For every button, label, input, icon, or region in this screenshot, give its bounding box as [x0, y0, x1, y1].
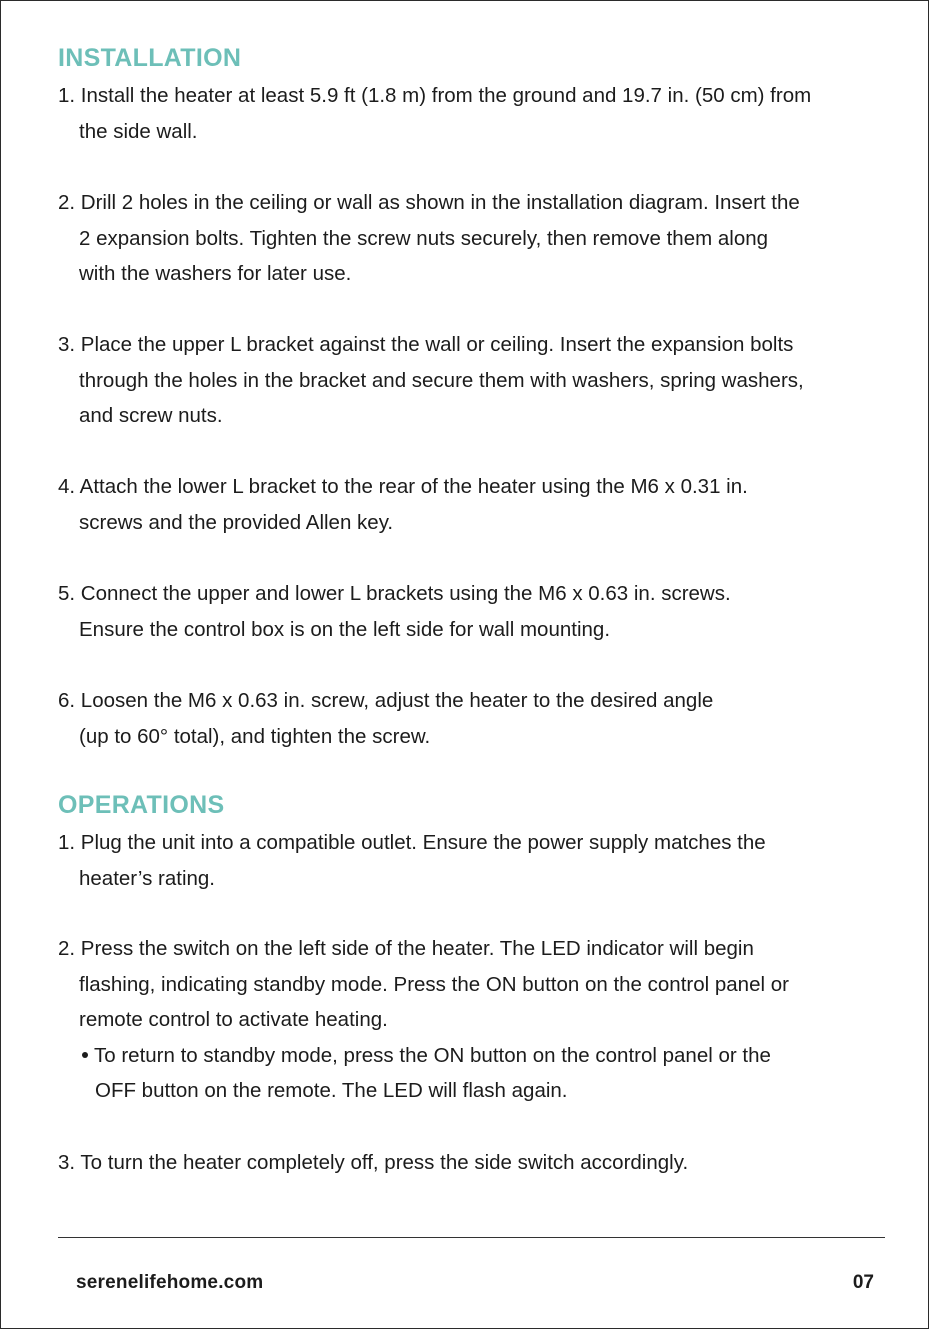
footer-divider [58, 1237, 885, 1238]
installation-step-1 [58, 78, 888, 149]
step-text: 1. Install the heater at least 5.9 ft (1.8 m) from the ground and 19.7 in. (50 cm) from [58, 84, 812, 107]
installation-step-6 [58, 683, 888, 754]
step-text: screws and the provided Allen key. [79, 510, 394, 534]
step-text: 1. Plug the unit into a compatible outlet. Ensure the power supply matches the [58, 831, 766, 854]
step-text: Ensure the control box is on the left side for wall mounting. [79, 617, 611, 641]
step-text: 5. Connect the upper and lower L brackets using the M6 x 0.63 in. screws. [58, 582, 731, 605]
step-text: 3. To turn the heater completely off, press the side switch accordingly. [58, 1151, 689, 1174]
step-text: 2. Drill 2 holes in the ceiling or wall as shown in the installation diagram. Insert the [58, 191, 800, 214]
step-text: 2 expansion bolts. Tighten the screw nuts securely, then remove them along [79, 226, 769, 250]
step-text: and screw nuts. [79, 404, 223, 427]
footer-website: serenelifehome.com [76, 1272, 264, 1293]
operations-step-2 [58, 931, 888, 1109]
step-text: the side wall. [79, 119, 198, 143]
operations-heading: OPERATIONS [58, 791, 225, 819]
step-text: flashing, indicating standby mode. Press the ON button on the control panel or [79, 972, 789, 996]
step-text: heater’s rating. [79, 866, 215, 890]
installation-step-3 [58, 327, 888, 434]
bullet-point [58, 1038, 888, 1074]
bullet-continuation [58, 1073, 888, 1109]
page-number: 07 [852, 1272, 874, 1293]
step-text: with the washers for later use. [79, 262, 352, 285]
operations-step-3 [58, 1145, 888, 1181]
bullet-dot-icon [82, 1052, 88, 1058]
step-text: remote control to activate heating. [79, 1008, 388, 1031]
step-text: through the holes in the bracket and secure them with washers, spring washers, [79, 368, 804, 392]
bullet-text: To return to standby mode, press the ON button on the control panel or the [94, 1043, 771, 1067]
operations-step-1 [58, 825, 888, 896]
installation-step-4 [58, 469, 888, 540]
bullet-text: OFF button on the remote. The LED will flash again. [95, 1079, 568, 1102]
step-text: 3. Place the upper L bracket against the wall or ceiling. Insert the expansion bolts [58, 333, 794, 356]
step-text: (up to 60° total), and tighten the screw. [79, 724, 431, 748]
installation-step-2 [58, 185, 888, 292]
installation-heading: INSTALLATION [58, 44, 242, 72]
step-text: 6. Loosen the M6 x 0.63 in. screw, adjust the heater to the desired angle [58, 689, 714, 712]
step-text: 2. Press the switch on the left side of the heater. The LED indicator will begin [58, 937, 754, 960]
step-text: 4. Attach the lower L bracket to the rear of the heater using the M6 x 0.31 in. [58, 475, 748, 498]
installation-step-5 [58, 576, 888, 647]
